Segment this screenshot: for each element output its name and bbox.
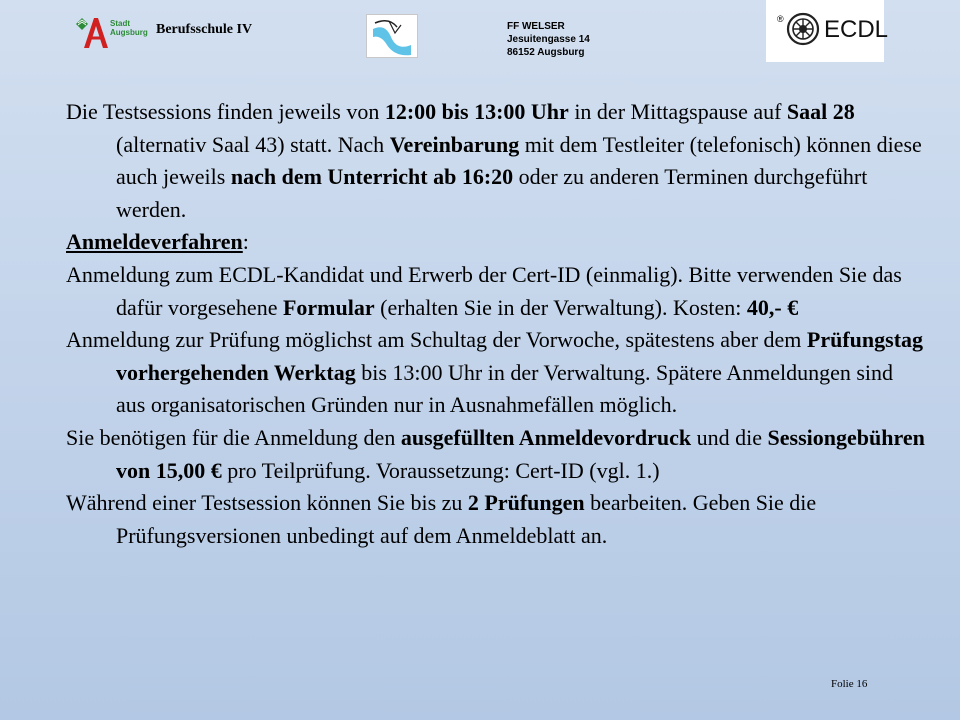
text-run: (alternativ Saal 43) statt. Nach [116,131,390,157]
slide-header [0,0,960,70]
bold-text-run: 2 Prüfungen [467,490,585,516]
registered-mark: ® [777,14,784,24]
address-line-3: 86152 Augsburg [507,47,585,58]
bold-text-run: Formular [282,294,375,320]
text-run: mit dem Testleiter (telefonisch) können diese auch jeweils [116,131,922,190]
bold-text-run: ausgefüllten Anmeldevordruck [400,424,692,450]
text-run: Anmeldung zum ECDL-Kandidat und Erwerb der Cert-ID (einmalig). Bitte verwenden Sie das dafür vorgesehene [66,261,902,320]
bold-text-run: Sessiongebühren von 15,00 € [116,424,925,483]
heading-colon: : [242,229,249,255]
paragraph-testsessions [66,96,926,226]
paragraph-exam-limit [66,487,926,552]
bold-text-run: Vereinbarung [389,131,520,157]
text-run: oder zu anderen Terminen durchgeführt werden. [116,164,868,222]
slide-body [66,96,926,552]
heading-text: Anmeldeverfahren [66,229,243,255]
text-run: (erhalten Sie in der Verwaltung). Kosten: [374,294,747,320]
text-run: Sie benötigen für die Anmeldung den [66,424,401,450]
paragraph-required-documents [66,422,926,487]
ecdl-globe-icon [786,12,820,46]
school-name: Berufsschule IV [156,22,253,37]
text-run: bis 13:00 Uhr in der Verwaltung. Spätere Anmeldungen sind aus organisatorischen Gründen nur in Ausnahmefällen möglich. [116,359,894,418]
bold-text-run: 40,- € [746,294,799,320]
slide-number: Folie 16 [831,678,868,690]
ecdl-logo [766,0,889,62]
bold-text-run: Saal 28 [786,99,855,124]
text-run: bearbeiten. Geben Sie die Prüfungsversionen unbedingt auf dem Anmeldeblatt an. [116,490,817,548]
text-run: Die Testsessions finden jeweils von [66,99,385,124]
stadt-logo-line2: Augsburg [110,28,148,37]
text-run: pro Teilprüfung. Voraussetzung: Cert-ID (vgl. 1.) [221,457,660,483]
text-run: Während einer Testsession können Sie bis zu [66,490,468,516]
school-emblem-logo [366,14,418,58]
bold-text-run: Prüfungstag vorhergehenden Werktag [116,327,924,385]
address-line-1: FF WELSER [507,21,565,32]
stadt-logo-line1: Stadt [110,19,130,28]
text-run: und die [691,424,768,450]
paragraph-exam-registration [66,324,926,422]
stadt-augsburg-logo [70,14,150,50]
school-address [507,20,590,59]
ecdl-text: ECDL [824,16,889,43]
text-run: in der Mittagspause auf [568,99,787,124]
paragraph-registration [66,259,926,324]
text-run: Anmeldung zur Prüfung möglichst am Schultag der Vorwoche, spätestens aber dem [66,327,807,353]
address-line-2: Jesuitengasse 14 [507,34,590,45]
bold-text-run: 12:00 bis 13:00 Uhr [384,99,569,124]
heading-anmeldeverfahren [66,226,926,259]
bold-text-run: nach dem Unterricht ab 16:20 [230,164,514,190]
